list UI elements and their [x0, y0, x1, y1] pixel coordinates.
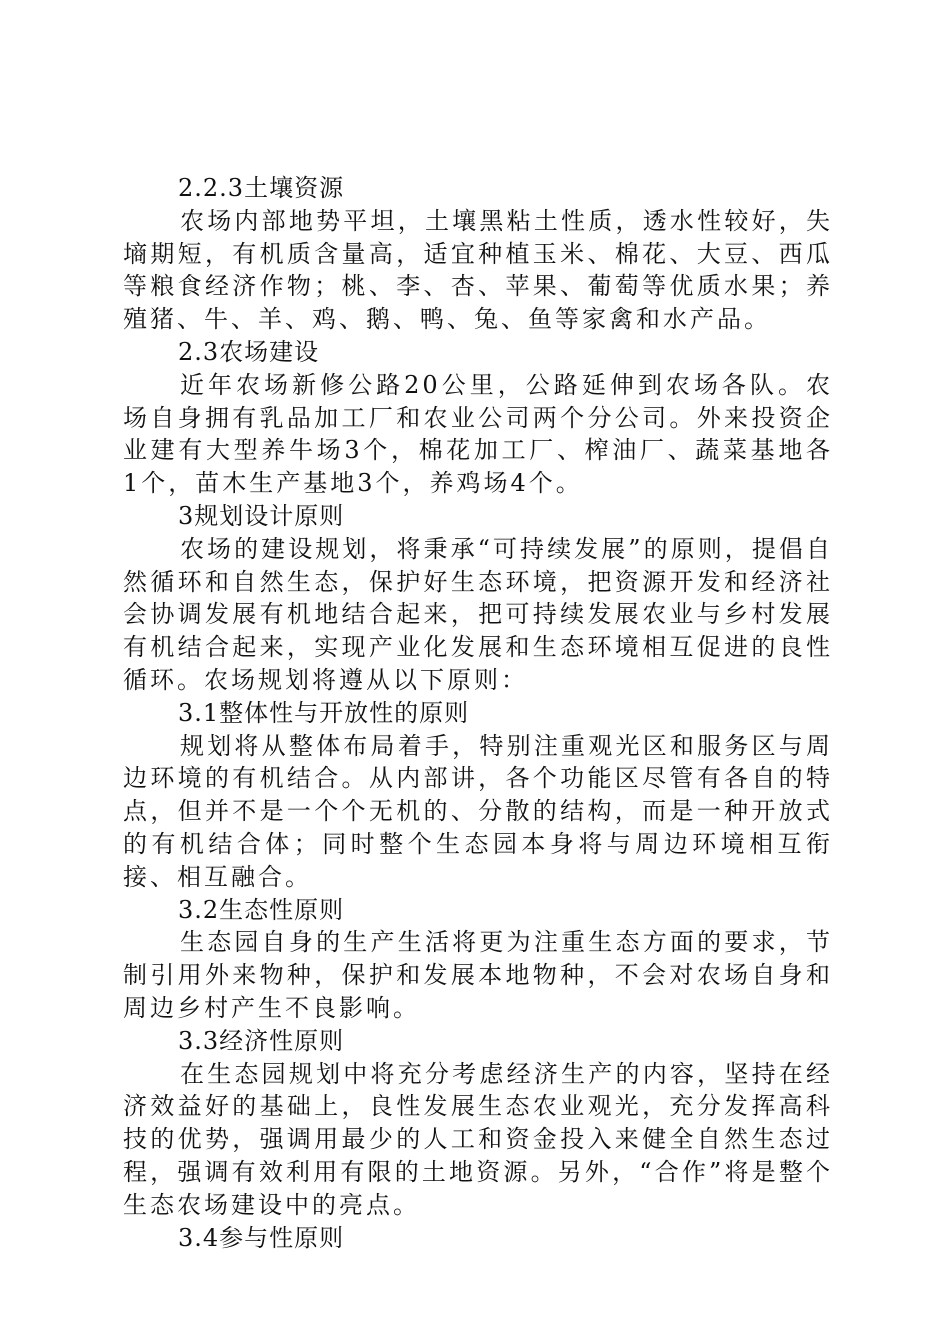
- section-heading-2-3: 2.3农场建设: [178, 337, 320, 366]
- paragraph-integrity-openness: 规划将从整体布局着手，特别注重观光区和服务区与周边环境的有机结合。从内部讲，各个功能区尽管有各自的特点，但并不是一个个无机的、分散的结构，而是一种开放式的有机结合体；同时整个生态园本身将与周边环境相互衔接、相互融合。: [123, 731, 833, 891]
- section-heading-3-4: 3.4参与性原则: [178, 1223, 345, 1252]
- paragraph-economy: 在生态园规划中将充分考虑经济生产的内容，坚持在经济效益好的基础上，良性发展生态农业观光，充分发挥高科技的优势，强调用最少的人工和资金投入来健全自然生态过程，强调有效利用有限的土地资源。另外，“合作”将是整个生态农场建设中的亮点。: [123, 1059, 833, 1219]
- paragraph-soil-resources: 农场内部地势平坦，土壤黑粘土性质，透水性较好，失墒期短，有机质含量高，适宜种植玉米、棉花、大豆、西瓜等粮食经济作物；桃、李、杏、苹果、葡萄等优质水果；养殖猪、牛、羊、鸡、鹅、鸭、兔、鱼等家禽和水产品。: [123, 206, 833, 334]
- paragraph-planning-principles: 农场的建设规划，将秉承“可持续发展”的原则，提倡自然循环和自然生态，保护好生态环境，把资源开发和经济社会协调发展有机地结合起来，把可持续发展农业与乡村发展有机结合起来，实现产业化发展和生态环境相互促进的良性循环。农场规划将遵从以下原则：: [123, 534, 833, 694]
- section-heading-3-1: 3.1整体性与开放性的原则: [178, 698, 470, 727]
- section-heading-3-2: 3.2生态性原则: [178, 895, 345, 924]
- paragraph-farm-construction: 近年农场新修公路20公里，公路延伸到农场各队。农场自身拥有乳品加工厂和农业公司两个分公司。外来投资企业建有大型养牛场3个，棉花加工厂、榨油厂、蔬菜基地各1个，苗木生产基地3个，养鸡场4个。: [123, 370, 833, 498]
- paragraph-ecology: 生态园自身的生产生活将更为注重生态方面的要求，节制引用外来物种，保护和发展本地物种，不会对农场自身和周边乡村产生不良影响。: [123, 928, 833, 1022]
- document-page: [123, 172, 833, 1254]
- section-heading-3-3: 3.3经济性原则: [178, 1026, 345, 1055]
- section-heading-2-2-3: 2.2.3土壤资源: [178, 174, 345, 202]
- section-heading-3: 3规划设计原则: [178, 501, 345, 530]
